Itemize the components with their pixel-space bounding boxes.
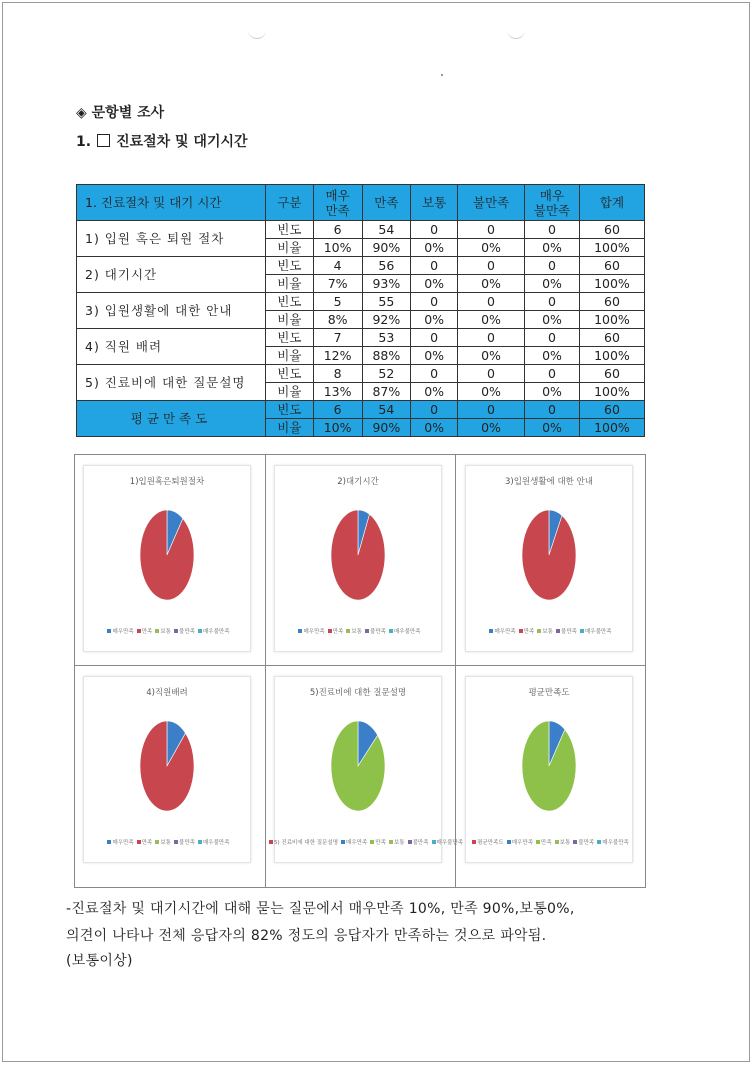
table-cell: 4 [313,257,362,275]
table-header-row [77,185,645,221]
table-cell: 0% [525,311,580,329]
table-row [77,221,645,239]
table-cell: 54 [362,401,411,419]
legend-label: 불만족 [578,840,595,846]
table-cell: 88% [362,347,411,365]
legend-swatch [536,840,540,844]
table-cell: 0 [411,257,458,275]
table-cell: 90% [362,239,411,257]
table-cell: 6 [313,221,362,239]
legend-label: 만족 [141,840,153,846]
legend-swatch [507,840,511,844]
table-cell: 87% [362,383,411,401]
legend-swatch [472,840,476,844]
table-cell: 60 [579,221,644,239]
table-cell: 55 [362,293,411,311]
legend-label: 만족 [541,840,552,846]
chart-legend [75,627,259,635]
header-cell: 매우 만족 [313,185,362,221]
legend-swatch [198,629,202,633]
pie-chart-panel [457,455,641,660]
table-cell: 빈도 [265,329,313,347]
table-cell: 0 [525,293,580,311]
item-label: 2) 대기시간 [77,257,266,293]
legend-label: 매우만족 [346,840,368,846]
grid-divider [455,455,456,887]
table-cell: 90% [362,419,411,437]
chart-legend [457,627,641,635]
satisfaction-table [76,184,645,437]
table-cell: 0% [458,383,525,401]
legend-label: 보통 [160,629,171,635]
chart-legend [266,838,464,846]
header-cell: 불만족 [458,185,525,221]
legend-swatch [537,629,541,633]
table-cell: 0 [525,257,580,275]
legend-swatch [174,629,178,633]
table-cell: 53 [362,329,411,347]
legend-label: 매우불만족 [393,629,421,635]
pie-chart-panel [75,666,259,871]
legend-label: 매우만족 [112,840,134,846]
legend-swatch [269,840,273,844]
legend-swatch [556,629,560,633]
subsection-title: 진료절차 및 대기시간 [116,134,248,150]
table-cell: 0 [411,365,458,383]
chart-legend [266,627,450,635]
legend-label: 매우만족 [303,629,325,635]
legend-swatch [597,840,601,844]
table-cell: 100% [579,383,644,401]
table-cell: 100% [579,311,644,329]
table-cell: 0% [525,419,580,437]
legend-label: 매우불만족 [436,840,464,846]
table-cell: 10% [313,239,362,257]
legend-swatch [298,629,302,633]
legend-swatch [137,840,141,844]
table-cell: 100% [579,275,644,293]
legend-swatch [365,629,369,633]
table-cell: 0% [411,311,458,329]
legend-label: 매우만족 [112,629,134,635]
legend-swatch [174,840,178,844]
table-cell: 빈도 [265,221,313,239]
table-row [77,329,645,347]
table-cell: 0% [411,347,458,365]
section-heading: ◈ 문항별 조사 [76,105,165,121]
legend-swatch [389,629,393,633]
pie-slice [331,510,385,600]
table-cell: 0% [525,275,580,293]
legend-swatch [389,840,393,844]
summary-line: (보통이상) [66,953,133,969]
legend-swatch [519,629,523,633]
table-cell: 92% [362,311,411,329]
legend-label: 매우불만족 [202,840,230,846]
item-label: 4) 직원 배려 [77,329,266,365]
table-cell: 0 [411,401,458,419]
header-cell: 만족 [362,185,411,221]
legend-swatch [408,840,412,844]
chart-title: 1)입원혹은퇴원절차 [129,477,205,487]
table-cell: 54 [362,221,411,239]
legend-label: 보통 [542,629,553,635]
table-cell: 8% [313,311,362,329]
legend-label: 만족 [523,629,535,635]
legend-label: 보통 [160,840,171,846]
average-row [77,401,645,419]
legend-swatch [580,629,584,633]
table-cell: 100% [579,419,644,437]
item-label: 1) 입원 혹은 퇴원 절차 [77,221,266,257]
table-cell: 0 [411,329,458,347]
legend-swatch [107,629,111,633]
table-cell: 비율 [265,239,313,257]
legend-swatch [432,840,436,844]
table-cell: 빈도 [265,365,313,383]
header-cell: 보통 [411,185,458,221]
legend-swatch [137,629,141,633]
legend-label: 불만족 [412,840,429,846]
scan-speck [441,74,443,76]
table-cell: 13% [313,383,362,401]
legend-label: 매우불만족 [584,629,612,635]
table-cell: 0% [525,239,580,257]
legend-swatch [555,840,559,844]
legend-label: 불만족 [179,629,195,635]
table-cell: 0% [458,419,525,437]
legend-swatch [155,629,159,633]
legend-swatch [107,840,111,844]
table-cell: 100% [579,239,644,257]
table-cell: 0% [458,239,525,257]
summary-line: -진료절차 및 대기시간에 대해 묻는 질문에서 매우만족 10%, 만족 90%,보통0%, [66,901,575,917]
table-cell: 0 [458,257,525,275]
table-cell: 0% [411,275,458,293]
table-cell: 60 [579,257,644,275]
table-cell: 0 [525,365,580,383]
table-cell: 비율 [265,383,313,401]
pie-chart-panel [266,666,464,871]
table-cell: 0% [411,383,458,401]
table-cell: 0 [411,293,458,311]
table-cell: 0 [458,329,525,347]
table-cell: 비율 [265,347,313,365]
table-cell: 빈도 [265,293,313,311]
item-label: 3) 입원생활에 대한 안내 [77,293,266,329]
legend-swatch [155,840,159,844]
table-cell: 60 [579,329,644,347]
table-cell: 60 [579,293,644,311]
legend-label: 매우만족 [494,629,516,635]
table-cell: 5 [313,293,362,311]
legend-label: 만족 [375,840,386,846]
table-cell: 비율 [265,419,313,437]
legend-label: 불만족 [179,840,195,846]
header-cell: 구분 [265,185,313,221]
table-cell: 비율 [265,311,313,329]
legend-label: 매우만족 [511,840,534,846]
table-cell: 0% [525,347,580,365]
pie-slice [140,510,194,600]
subsection-number: 1. [76,134,92,150]
legend-label: 불만족 [370,629,386,635]
table-cell: 10% [313,419,362,437]
pie-slice [522,510,576,600]
table-cell: 0% [411,239,458,257]
legend-swatch [489,629,493,633]
checkbox-glyph [97,134,110,147]
table-cell: 빈도 [265,257,313,275]
table-cell: 비율 [265,275,313,293]
table-cell: 0 [525,221,580,239]
legend-label: 만족 [332,629,344,635]
chart-title: 평균만족도 [528,688,570,698]
chart-title: 4)직원배려 [146,688,188,698]
table-cell: 0 [458,293,525,311]
item-label: 평균만족도 [77,401,266,437]
table-row [77,293,645,311]
table-cell: 7 [313,329,362,347]
table-cell: 93% [362,275,411,293]
legend-swatch [198,840,202,844]
legend-swatch [573,840,577,844]
legend-label: 평균만족도 [477,840,504,846]
pie-slice [140,721,194,811]
table-cell: 6 [313,401,362,419]
table-cell: 7% [313,275,362,293]
legend-label: 보통 [351,629,362,635]
table-cell: 0% [458,311,525,329]
legend-label: 보통 [393,840,405,846]
table-cell: 100% [579,347,644,365]
header-cell: 1. 진료절차 및 대기 시간 [77,185,266,221]
subsection-heading [76,131,248,151]
table-cell: 60 [579,365,644,383]
item-label: 5) 진료비에 대한 질문설명 [77,365,266,401]
table-cell: 0% [411,419,458,437]
table-row [77,365,645,383]
table-cell: 0 [458,221,525,239]
pie-chart-panel [266,455,450,660]
table-cell: 0 [458,401,525,419]
table-cell: 0 [525,401,580,419]
pie-slice [522,721,576,811]
legend-swatch [346,629,350,633]
table-row [77,257,645,275]
table-cell: 빈도 [265,401,313,419]
table-cell: 0% [458,347,525,365]
table-cell: 0 [525,329,580,347]
legend-label: 만족 [141,629,153,635]
table-cell: 0 [458,365,525,383]
table-cell: 0% [525,383,580,401]
chart-legend [457,838,641,846]
table-cell: 12% [313,347,362,365]
table-cell: 0 [411,221,458,239]
legend-label: 불만족 [561,629,577,635]
chart-title: 5)진료비에 대한 질문설명 [309,688,407,698]
chart-title: 3)입원생활에 대한 안내 [504,477,594,487]
legend-swatch [328,629,332,633]
chart-title: 2)대기시간 [337,477,379,487]
legend-label: 5) 진료비에 대한 질문설명 [274,840,339,846]
pie-chart-panel [75,455,259,660]
legend-swatch [341,840,345,844]
legend-label: 매우불만족 [602,840,629,846]
summary-line: 의견이 나타나 전체 응답자의 82% 정도의 응답자가 만족하는 것으로 파악됨. [66,928,547,944]
chart-legend [75,838,259,846]
legend-label: 보통 [559,840,571,846]
table-cell: 8 [313,365,362,383]
table-cell: 52 [362,365,411,383]
header-cell: 합계 [579,185,644,221]
legend-swatch [370,840,374,844]
table-cell: 60 [579,401,644,419]
table-cell: 0% [458,275,525,293]
pie-chart-panel [457,666,641,871]
header-cell: 매우 불만족 [525,185,580,221]
legend-label: 매우불만족 [202,629,230,635]
table-cell: 56 [362,257,411,275]
